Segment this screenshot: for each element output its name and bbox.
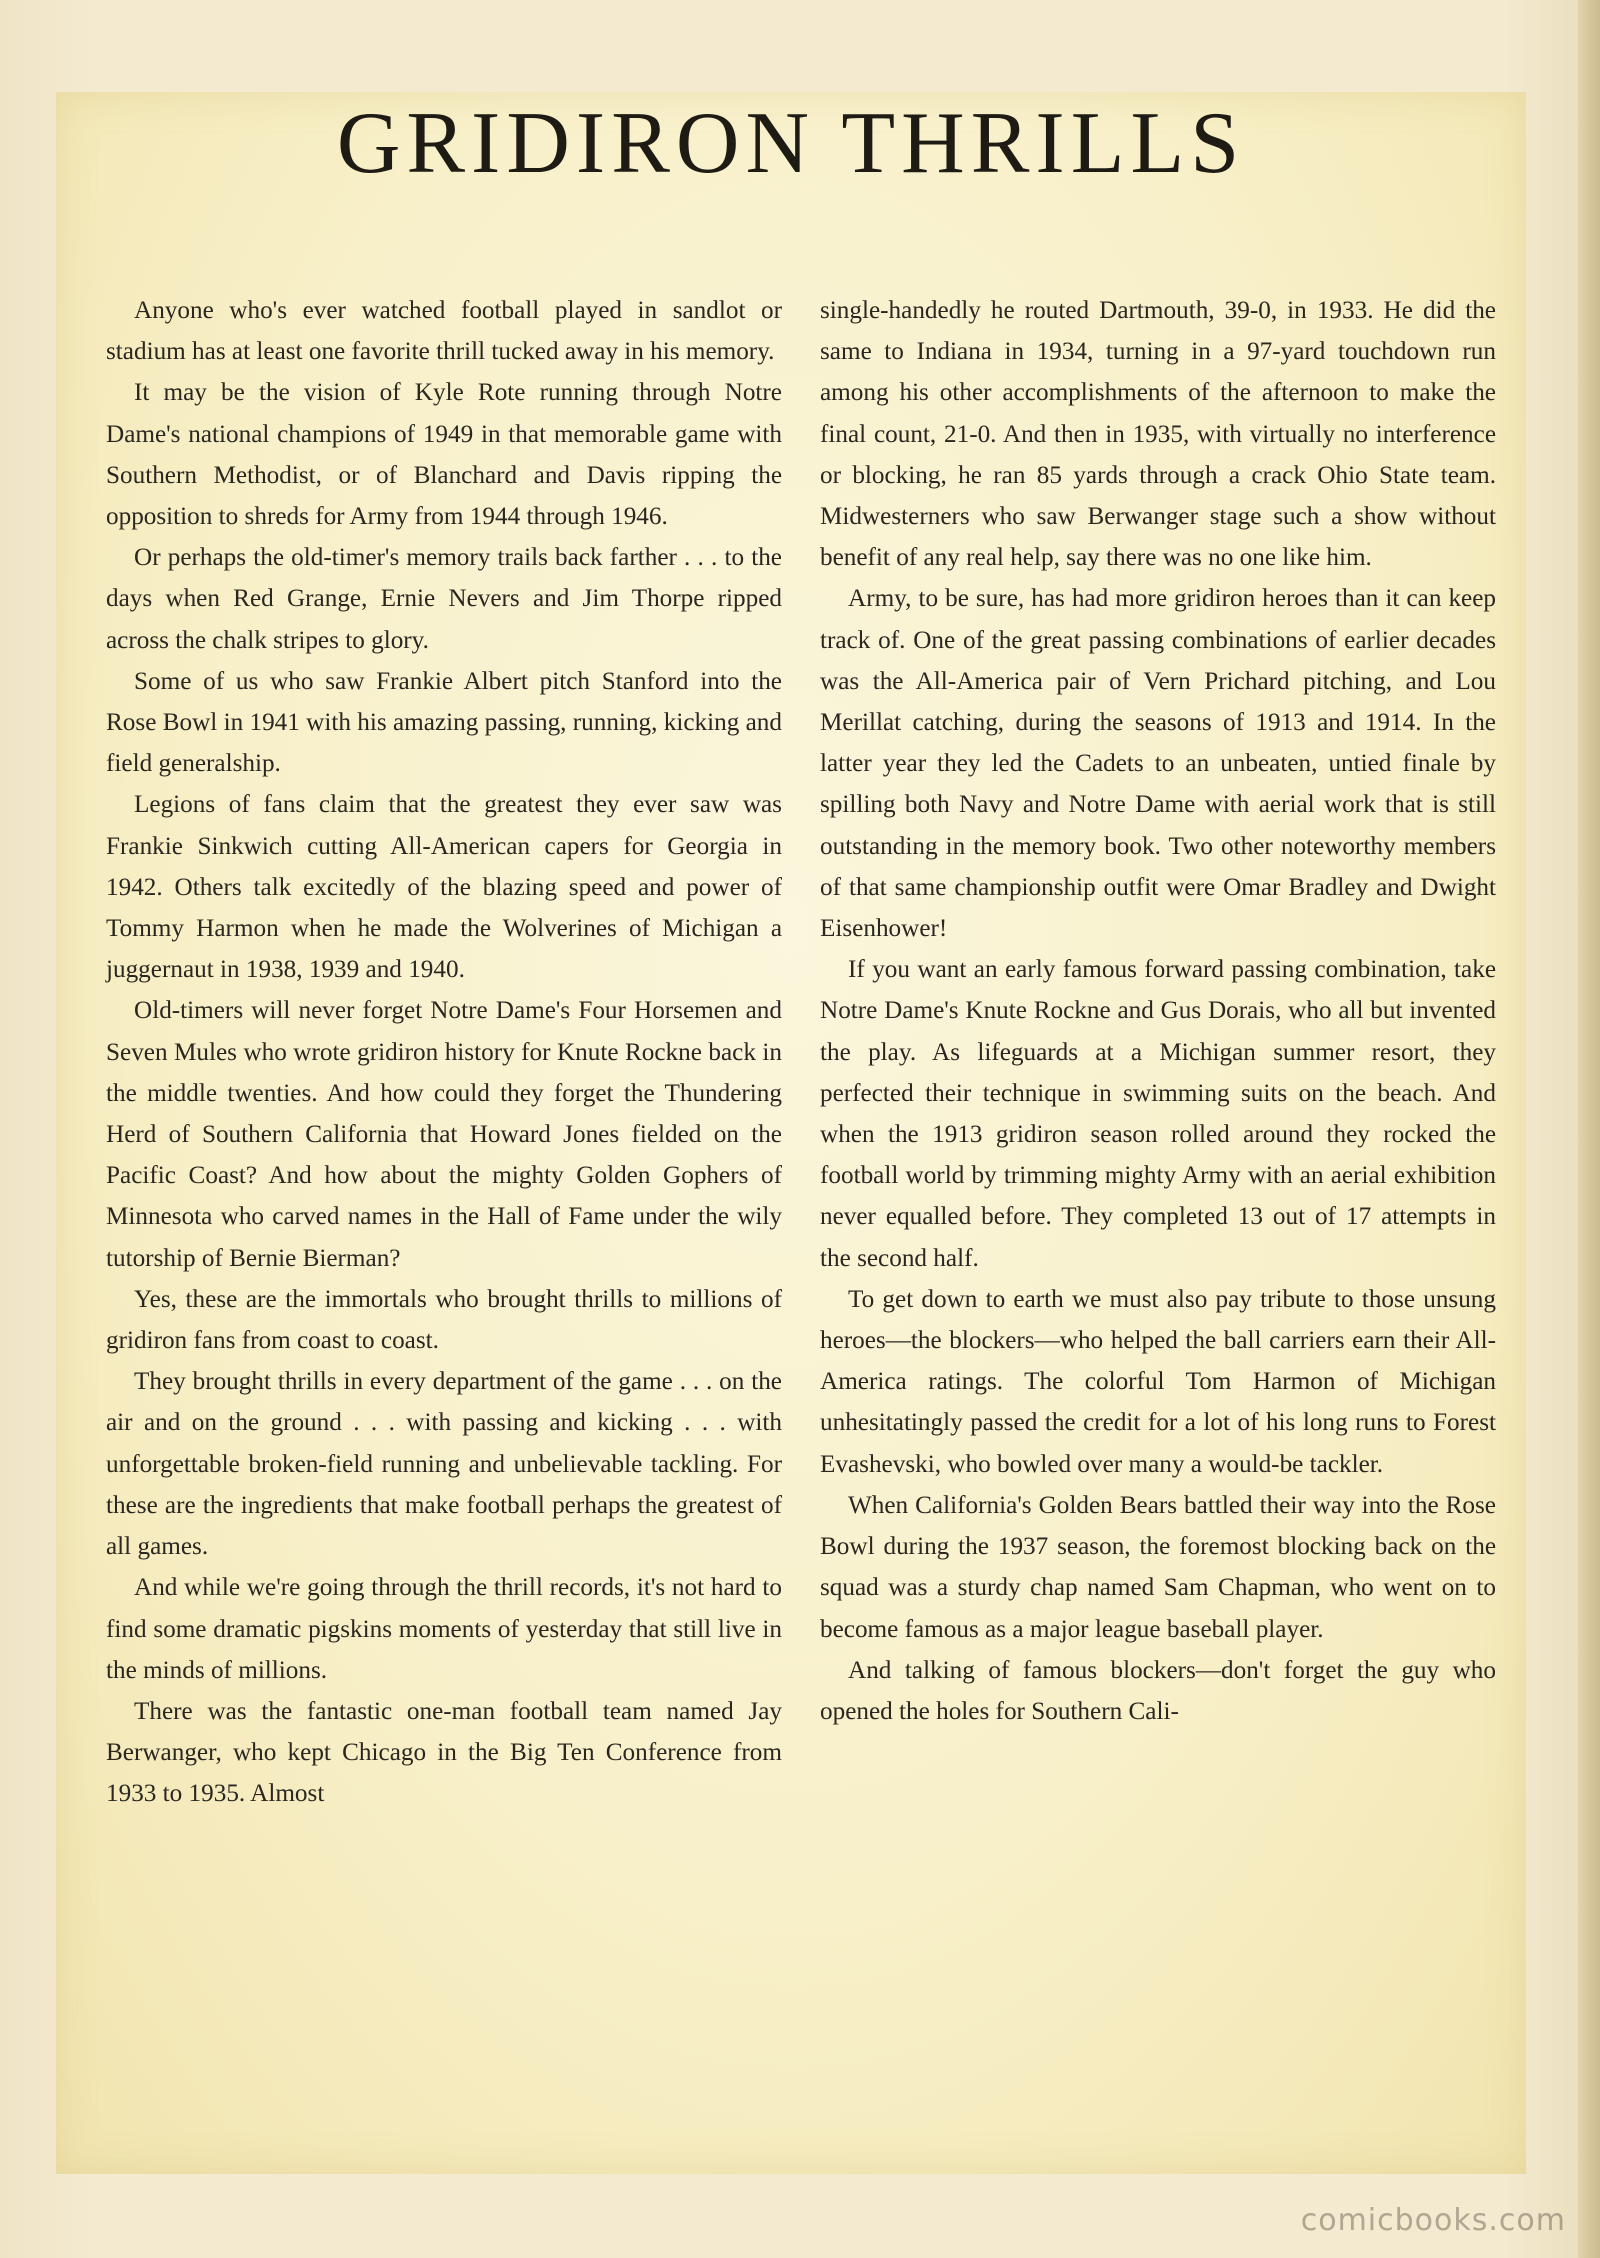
paragraph-continued: single-handedly he routed Dartmouth, 39-0, in 1933. He did the same to Indiana in 1934, turning in a 97-yard touchdown run among his other accomplishments of the afternoon to make the final count, 21-0. And then in 1935, with virtually no interference or blocking, he ran 85 yards through a crack Ohio State team. Midwesterners who saw Berwanger stage such a show without benefit of any real help, say there was no one like him.	[820, 297, 1496, 572]
paragraph: It may be the vision of Kyle Rote running through Notre Dame's national champions of 1949 in that memorable game with Southern Methodist, or of Blanchard and Davis ripping the opposition to shreds for Army from 1944 through 1946.	[106, 379, 782, 531]
page-edge	[1578, 0, 1600, 2258]
paragraph: Old-timers will never forget Notre Dame's Four Horsemen and Seven Mules who wrote gridiron history for Knute Rockne back in the middle twenties. And how could they forget the Thundering Herd of Southern California that Howard Jones fielded on the Pacific Coast? And how about the mighty Golden Gophers of Minnesota who carved names in the Hall of Fame under the wily tutorship of Bernie Bierman?	[106, 997, 782, 1272]
watermark: comicbooks.com	[1300, 2203, 1566, 2238]
paragraph: When California's Golden Bears battled their way into the Rose Bowl during the 1937 season, the foremost blocking back on the squad was a sturdy chap named Sam Chapman, who went on to become famous as a major league baseball player.	[820, 1491, 1496, 1643]
left-column	[106, 290, 782, 1815]
paragraph: There was the fantastic one-man football team named Jay Berwanger, who kept Chicago in the Big Ten Conference from 1933 to 1935. Almost	[106, 1697, 782, 1808]
paragraph: To get down to earth we must also pay tribute to those unsung heroes—the blockers—who helped the ball carriers earn their All-America ratings. The colorful Tom Harmon of Michigan unhesitatingly passed the credit for a lot of his long runs to Forest Evashevski, who bowled over many a would-be tackler.	[820, 1285, 1496, 1478]
right-column	[820, 290, 1496, 1732]
paragraph: If you want an early famous forward passing combination, take Notre Dame's Knute Rockne and Gus Dorais, who all but invented the play. As lifeguards at a Michigan summer resort, they perfected their technique in swimming suits on the beach. And when the 1913 gridiron season rolled around they rocked the football world by trimming mighty Army with an aerial exhibition never equalled before. They completed 13 out of 17 attempts in the second half.	[820, 956, 1496, 1272]
paragraph: Legions of fans claim that the greatest they ever saw was Frankie Sinkwich cutting All-American capers for Georgia in 1942. Others talk excitedly of the blazing speed and power of Tommy Harmon when he made the Wolverines of Michigan a juggernaut in 1938, 1939 and 1940.	[106, 791, 782, 984]
paragraph: Anyone who's ever watched football played in sandlot or stadium has at least one favorite thrill tucked away in his memory.	[106, 297, 782, 366]
paragraph: Yes, these are the immortals who brought thrills to millions of gridiron fans from coast to coast.	[106, 1285, 782, 1355]
paragraph: And talking of famous blockers—don't forget the guy who opened the holes for Southern Cali-	[820, 1656, 1496, 1725]
paragraph: Some of us who saw Frankie Albert pitch Stanford into the Rose Bowl in 1941 with his amazing passing, running, kicking and field generalship.	[106, 667, 782, 778]
paragraph: Army, to be sure, has had more gridiron heroes than it can keep track of. One of the great passing combinations of earlier decades was the All-America pair of Vern Prichard pitching, and Lou Merillat catching, during the seasons of 1913 and 1914. In the latter year they led the Cadets to an unbeaten, untied finale by spilling both Navy and Notre Dame with aerial work that is still outstanding in the memory book. Two other noteworthy members of that same championship outfit were Omar Bradley and Dwight Eisenhower!	[820, 585, 1496, 943]
paragraph: They brought thrills in every department of the game . . . on the air and on the ground . . . with passing and kicking . . . with unforgettable broken-field running and unbelievable tackling. For these are the ingredients that make football perhaps the greatest of all games.	[106, 1368, 782, 1561]
article-title: GRIDIRON THRILLS	[336, 95, 1246, 192]
paragraph: And while we're going through the thrill records, it's not hard to find some dramatic pigskins moments of yesterday that still live in the minds of millions.	[106, 1574, 782, 1684]
paragraph: Or perhaps the old-timer's memory trails back farther . . . to the days when Red Grange, Ernie Nevers and Jim Thorpe ripped across the chalk stripes to glory.	[106, 544, 782, 654]
